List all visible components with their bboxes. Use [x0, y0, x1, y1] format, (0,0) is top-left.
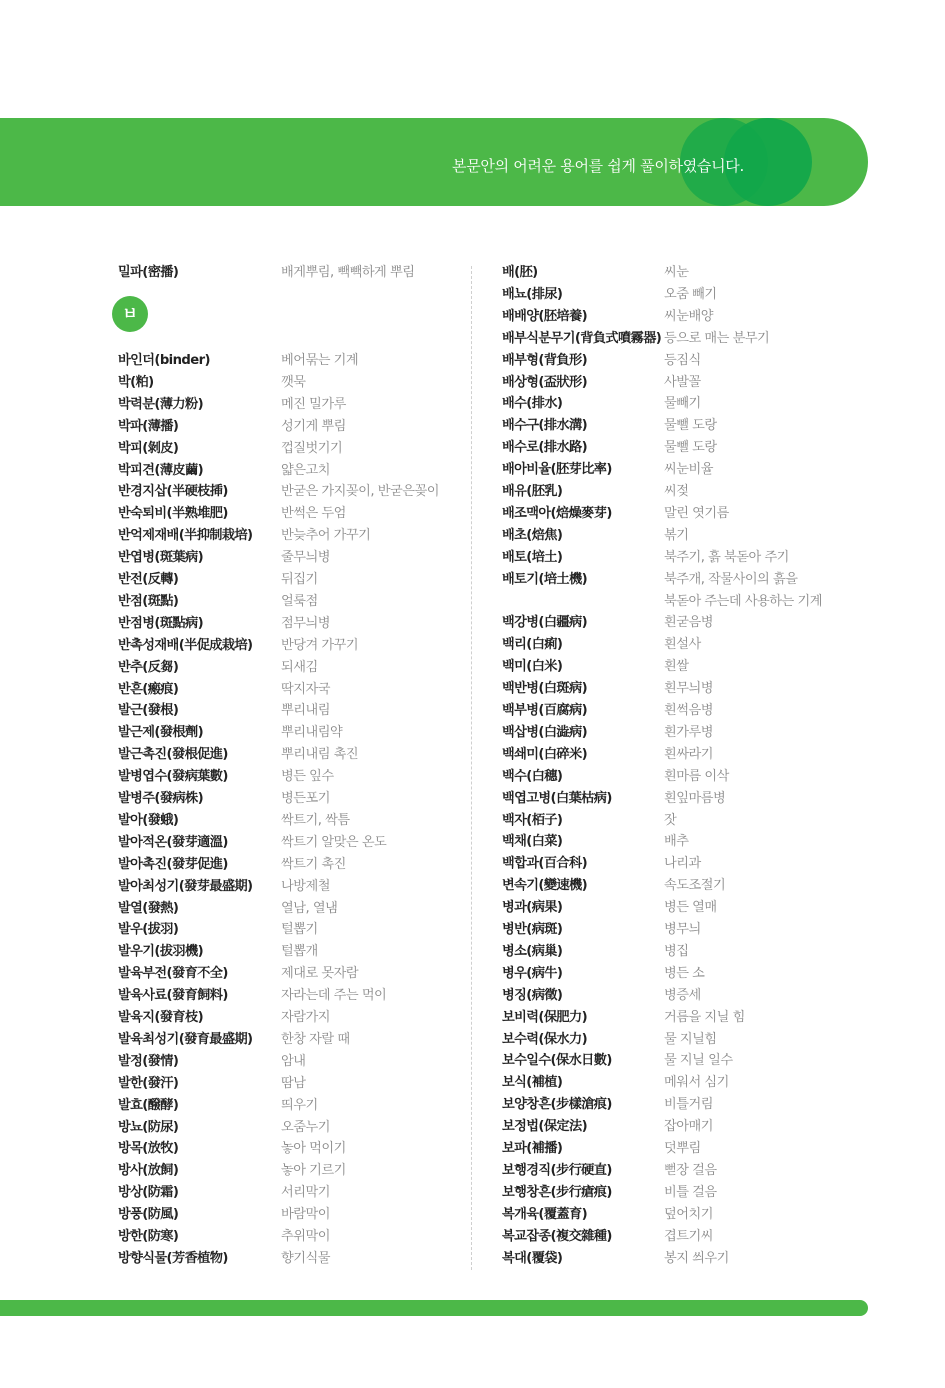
definition: 반당겨 가꾸기 — [281, 637, 359, 653]
definition: 암내 — [281, 1053, 306, 1069]
term: 박파(薄播) — [118, 418, 179, 434]
banner-text: 본문안의 어려운 용어를 쉽게 풀이하였습니다. — [452, 157, 744, 175]
term: 보정법(保定法) — [502, 1119, 588, 1135]
definition: 씨젖 — [664, 484, 689, 499]
term: 병반(病斑) — [502, 922, 563, 937]
definition: 반늦추어 가꾸기 — [281, 528, 371, 544]
term: 밀파(密播) — [118, 265, 179, 280]
definition: 배추 — [664, 834, 689, 850]
header-banner — [0, 118, 868, 206]
definition: 씨눈 — [664, 265, 689, 280]
term: 발병주(發病株) — [118, 791, 204, 806]
definition: 흰싸라기 — [664, 746, 713, 762]
term: 반흔(瘢痕) — [118, 681, 179, 697]
term: 배배양(胚培養) — [502, 308, 588, 324]
term: 배토(培土) — [502, 549, 563, 565]
definition: 되새김 — [281, 659, 318, 675]
footer-bar — [0, 1300, 868, 1316]
definition: 자라는데 주는 먹이 — [281, 988, 387, 1004]
definition: 흰가루병 — [664, 724, 713, 740]
definition: 메워서 심기 — [664, 1075, 729, 1091]
definition: 오줌 빼기 — [664, 286, 717, 302]
term: 방뇨(防尿) — [118, 1119, 179, 1135]
term: 보식(補植) — [502, 1075, 563, 1091]
term: 보비력(保肥力) — [502, 1009, 588, 1025]
section-badge: ㅂ — [112, 296, 148, 332]
term: 발아촉진(發芽促進) — [118, 856, 228, 872]
term: 배수(排水) — [502, 396, 563, 412]
definition: 씨눈비율 — [664, 462, 713, 478]
term: 백수(白穗) — [502, 768, 563, 784]
term: 박피(剝皮) — [118, 440, 179, 456]
definition: 놓아 기르기 — [281, 1163, 346, 1179]
term: 백쇄미(白碎米) — [502, 746, 588, 762]
term: 발우기(拔羽機) — [118, 944, 204, 960]
definition: 나방제철 — [281, 878, 330, 894]
definition: 물뺄 도랑 — [664, 440, 717, 456]
definition: 북주기, 흙 북돋아 주기 — [664, 549, 789, 565]
definition: 배게뿌림, 빽빽하게 뿌림 — [281, 265, 415, 280]
definition: 말린 엿기름 — [664, 505, 729, 521]
definition: 흰마름 이삭 — [664, 768, 729, 784]
term: 방한(防寒) — [118, 1229, 179, 1244]
term: 반경지삽(半硬枝揷) — [118, 484, 228, 500]
definition: 병든 열매 — [664, 900, 717, 916]
term: 변속기(變速機) — [502, 878, 588, 894]
term: 발육사료(發育飼料) — [118, 988, 228, 1004]
column-divider — [471, 266, 472, 1270]
term: 방목(放牧) — [118, 1141, 179, 1157]
term: 반촉성재배(半促成栽培) — [118, 637, 253, 653]
term: 백강병(白疆病) — [502, 615, 588, 631]
term: 배초(焙焦) — [502, 527, 563, 543]
definition: 등으로 매는 분무기 — [664, 330, 770, 346]
term: 배부형(背負形) — [502, 352, 588, 368]
definition: 등짐식 — [664, 352, 701, 368]
term: 배수구(排水溝) — [502, 418, 588, 434]
definition: 줄무늬병 — [281, 550, 330, 566]
definition: 베어묶는 기계 — [281, 353, 359, 368]
right-glossary-column — [502, 262, 922, 1272]
term: 병소(病巢) — [502, 943, 563, 959]
definition: 딱지자국 — [281, 681, 330, 697]
term: 백반병(白斑病) — [502, 681, 588, 697]
definition: 흰쌀 — [664, 659, 689, 675]
term: 배상형(盃狀形) — [502, 374, 588, 390]
definition: 덧뿌림 — [664, 1141, 701, 1156]
definition: 털뽑개 — [281, 944, 318, 960]
definition: 뻗장 걸음 — [664, 1162, 717, 1178]
definition: 뿌리내림 — [281, 703, 330, 719]
definition: 물뺄 도랑 — [664, 418, 717, 434]
term: 발아(發蛾) — [118, 812, 179, 828]
term: 보행창흔(步行瘡痕) — [502, 1184, 612, 1200]
definition: 흰굳음병 — [664, 615, 713, 631]
definition: 물 지닐 일수 — [664, 1053, 733, 1069]
definition: 봉지 씌우기 — [664, 1250, 729, 1266]
term: 발우(拔羽) — [118, 922, 179, 938]
term: 박(粕) — [118, 374, 154, 390]
term: 복교잡종(複交雜種) — [502, 1228, 612, 1244]
term: 발근촉진(發根促進) — [118, 747, 228, 763]
definition: 흰설사 — [664, 637, 701, 653]
definition: 흰무늬병 — [664, 681, 713, 697]
term: 반숙퇴비(半熟堆肥) — [118, 506, 228, 522]
term: 백리(白痢) — [502, 637, 563, 653]
definition: 북돋아 주는데 사용하는 기계 — [664, 593, 822, 609]
definition: 땀남 — [281, 1075, 306, 1091]
definition: 물빼기 — [664, 396, 701, 412]
definition: 씨눈배양 — [664, 308, 713, 324]
term: 반억제재배(半抑制栽培) — [118, 528, 253, 544]
definition: 나리과 — [664, 856, 701, 872]
definition: 반굳은 가지꽂이, 반굳은꽂이 — [281, 484, 439, 500]
definition: 비틀거림 — [664, 1097, 713, 1113]
term: 발효(醱酵) — [118, 1097, 179, 1113]
definition: 싹트기 촉진 — [281, 856, 346, 872]
term: 병과(病果) — [502, 900, 563, 916]
term: 보양창흔(步樣滄痕) — [502, 1097, 612, 1113]
term: 보파(補播) — [502, 1141, 563, 1156]
term: 배토기(培土機) — [502, 571, 588, 587]
term: 백합과(百合科) — [502, 856, 588, 872]
definition: 얼룩점 — [281, 593, 318, 609]
definition: 반썩은 두엄 — [281, 506, 346, 522]
definition: 뿌리내림 촉진 — [281, 747, 359, 763]
term: 배뇨(排尿) — [502, 286, 563, 302]
term: 박력분(薄力粉) — [118, 396, 204, 412]
definition: 볶기 — [664, 527, 689, 543]
term: 발육지(發育枝) — [118, 1010, 204, 1025]
term: 발육최성기(發育最盛期) — [118, 1031, 253, 1047]
definition: 병집 — [664, 943, 689, 959]
definition: 성기게 뿌림 — [281, 418, 346, 434]
definition: 자람가지 — [281, 1010, 330, 1025]
definition: 메진 밀가루 — [281, 396, 346, 412]
term: 복대(覆袋) — [502, 1250, 563, 1266]
definition: 껍질벗기기 — [281, 440, 343, 456]
definition: 털뽑기 — [281, 922, 318, 938]
term: 보수일수(保水日數) — [502, 1053, 612, 1069]
term: 방풍(防風) — [118, 1207, 179, 1223]
term: 백엽고병(白葉枯病) — [502, 790, 612, 806]
definition: 속도조절기 — [664, 878, 726, 894]
definition: 싹트기, 싹틈 — [281, 812, 350, 828]
term: 보행경직(步行硬直) — [502, 1162, 612, 1178]
term: 발근제(發根劑) — [118, 725, 204, 741]
term: 발육부전(發育不全) — [118, 966, 228, 982]
term: 박피견(薄皮繭) — [118, 462, 204, 478]
definition: 거름을 지닐 힘 — [664, 1009, 745, 1025]
definition: 겹트기씨 — [664, 1228, 713, 1244]
term: 발정(發情) — [118, 1053, 179, 1069]
definition: 바람막이 — [281, 1207, 330, 1223]
definition: 병든 잎수 — [281, 769, 334, 785]
definition: 비틀 걸음 — [664, 1184, 717, 1200]
term: 발아적온(發芽適溫) — [118, 834, 228, 850]
definition: 흰썩음병 — [664, 703, 713, 718]
term: 복개육(覆蓋育) — [502, 1206, 588, 1222]
term: 백미(白米) — [502, 659, 563, 675]
definition: 물 지닐힘 — [664, 1031, 717, 1047]
definition: 추위막이 — [281, 1229, 330, 1244]
definition: 깻묵 — [281, 374, 306, 390]
definition: 오줌누기 — [281, 1119, 330, 1135]
definition: 제대로 못자람 — [281, 966, 359, 982]
term: 배수로(排水路) — [502, 440, 588, 456]
definition: 뒤집기 — [281, 572, 318, 587]
term: 배(胚) — [502, 265, 538, 280]
definition: 놓아 먹이기 — [281, 1141, 346, 1157]
definition: 북주개, 작물사이의 흙을 — [664, 571, 798, 587]
definition: 싹트기 알맞은 온도 — [281, 834, 387, 850]
term: 방상(防霜) — [118, 1185, 179, 1201]
term: 발한(發汗) — [118, 1075, 179, 1091]
definition: 병든포기 — [281, 791, 330, 806]
term: 발아최성기(發芽最盛期) — [118, 878, 253, 894]
definition: 병무늬 — [664, 922, 701, 937]
definition: 한창 자랄 때 — [281, 1031, 350, 1047]
term: 발근(發根) — [118, 703, 179, 719]
definition: 잣 — [664, 812, 677, 828]
term: 병징(病徵) — [502, 987, 563, 1003]
definition: 서리막기 — [281, 1185, 330, 1201]
term: 백자(栢子) — [502, 812, 563, 828]
term: 배부식분무기(背負式噴霧器) — [502, 330, 662, 346]
term: 배조맥아(焙燥麥芽) — [502, 505, 612, 521]
term: 백삽병(白澁病) — [502, 724, 588, 740]
term: 반엽병(斑葉病) — [118, 550, 204, 566]
term: 병우(病牛) — [502, 965, 563, 981]
definition: 점무늬병 — [281, 615, 330, 631]
term: 백부병(百腐病) — [502, 703, 588, 718]
definition: 잡아매기 — [664, 1119, 713, 1135]
term: 배아비율(胚芽比率) — [502, 462, 612, 478]
term: 반점(斑點) — [118, 593, 179, 609]
left-glossary-column — [118, 262, 468, 1272]
term: 방사(放飼) — [118, 1163, 179, 1179]
definition: 띄우기 — [281, 1097, 318, 1113]
definition: 열남, 열냄 — [281, 900, 338, 916]
definition: 향기식물 — [281, 1250, 330, 1266]
definition: 덮어치기 — [664, 1206, 713, 1222]
term: 백채(白菜) — [502, 834, 563, 850]
definition: 병증세 — [664, 987, 701, 1003]
term: 반점병(斑點病) — [118, 615, 204, 631]
term: 보수력(保水力) — [502, 1031, 588, 1047]
definition: 얇은고치 — [281, 462, 330, 478]
term: 반추(反芻) — [118, 659, 179, 675]
term: 배유(胚乳) — [502, 484, 563, 499]
definition: 뿌리내림약 — [281, 725, 343, 741]
definition: 사발꼴 — [664, 374, 701, 390]
term: 방향식물(芳香植物) — [118, 1250, 228, 1266]
definition: 흰잎마름병 — [664, 790, 726, 806]
term: 반전(反轉) — [118, 572, 179, 587]
term: 바인더(binder) — [118, 353, 210, 368]
term: 발병엽수(發病葉數) — [118, 769, 228, 785]
definition: 병든 소 — [664, 965, 705, 981]
term: 발열(發熱) — [118, 900, 179, 916]
